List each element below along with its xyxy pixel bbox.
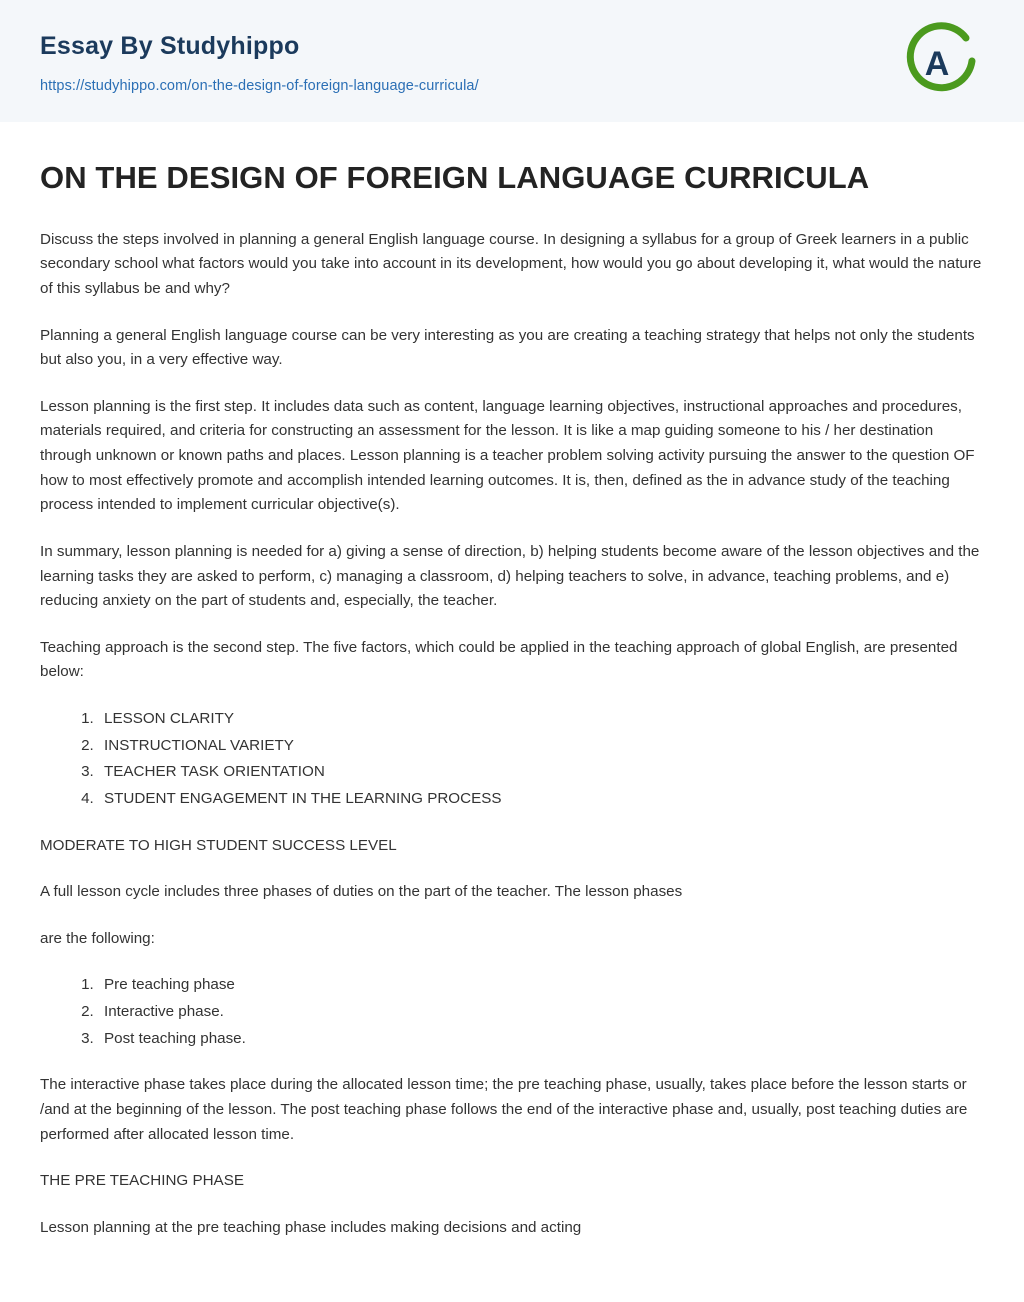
svg-text:A: A	[924, 45, 950, 83]
paragraph: THE PRE TEACHING PHASE	[40, 1172, 244, 1190]
list-item: 1. LESSON CLARITY	[98, 707, 984, 732]
list-item: 4. STUDENT ENGAGEMENT IN THE LEARNING PROCESS	[98, 787, 984, 812]
paragraph: Teaching approach is the second step. The five factors, which could be applied in the teaching approach of global English, are presented below:	[40, 638, 958, 681]
paragraph: The interactive phase takes place during the allocated lesson time; the pre teaching phase, usually, takes place before the lesson starts or /and at the beginning of the lesson. The post teaching phase follows the end of the interactive phase and, usually, post teaching duties are performed after allocated lesson time.	[40, 1076, 968, 1143]
document-body	[0, 122, 1024, 1302]
ordered-list	[40, 973, 984, 1051]
paragraph: are the following:	[40, 929, 155, 947]
paragraph: Planning a general English language course can be very interesting as you are creating a teaching strategy that helps not only the students but also you, in a very effective way.	[40, 326, 975, 369]
page-title: ON THE DESIGN OF FOREIGN LANGUAGE CURRICULA	[40, 160, 870, 195]
paragraph: A full lesson cycle includes three phases of duties on the part of the teacher. The lesson phases	[40, 883, 683, 901]
paragraph: Lesson planning is the first step. It includes data such as content, language learning objectives, instructional approaches and procedures, materials required, and criteria for constructing an assessment for the lesson. It is like a map guiding someone to his / her destination through unknown or known paths and places. Lesson planning is a teacher problem solving activity pursuing the answer to the question OF how to most effectively promote and accomplish intended learning outcomes. It is, then, defined as the in advance study of the teaching process intended to implement curricular objective(s).	[40, 397, 975, 514]
ordered-list	[40, 707, 984, 812]
source-url-link[interactable]: https://studyhippo.com/on-the-design-of-foreign-language-curricula/	[40, 78, 479, 94]
studyhippo-logo-icon	[894, 18, 980, 104]
list-item: 3. TEACHER TASK ORIENTATION	[98, 760, 984, 785]
paragraph: Lesson planning at the pre teaching phase includes making decisions and acting	[40, 1218, 582, 1236]
list-item: 2. INSTRUCTIONAL VARIETY	[98, 734, 984, 759]
brand-title: Essay By Studyhippo	[40, 32, 300, 60]
list-item: 3. Post teaching phase.	[98, 1027, 984, 1052]
list-item: 2. Interactive phase.	[98, 1000, 984, 1025]
paragraph: MODERATE TO HIGH STUDENT SUCCESS LEVEL	[40, 836, 397, 854]
list-item: 1. Pre teaching phase	[98, 973, 984, 998]
paragraph: In summary, lesson planning is needed for a) giving a sense of direction, b) helping students become aware of the lesson objectives and the learning tasks they are asked to perform, c) managing a classroom, d) helping teachers to solve, in advance, teaching problems, and e) reducing anxiety on the part of students and, especially, the teacher.	[40, 542, 980, 610]
paragraph: Discuss the steps involved in planning a general English language course. In designing a syllabus for a group of Greek learners in a public secondary school what factors would you take into account in its development, how would you go about developing it, what would the nature of this syllabus be and why?	[40, 230, 982, 297]
page-header	[0, 0, 1024, 122]
